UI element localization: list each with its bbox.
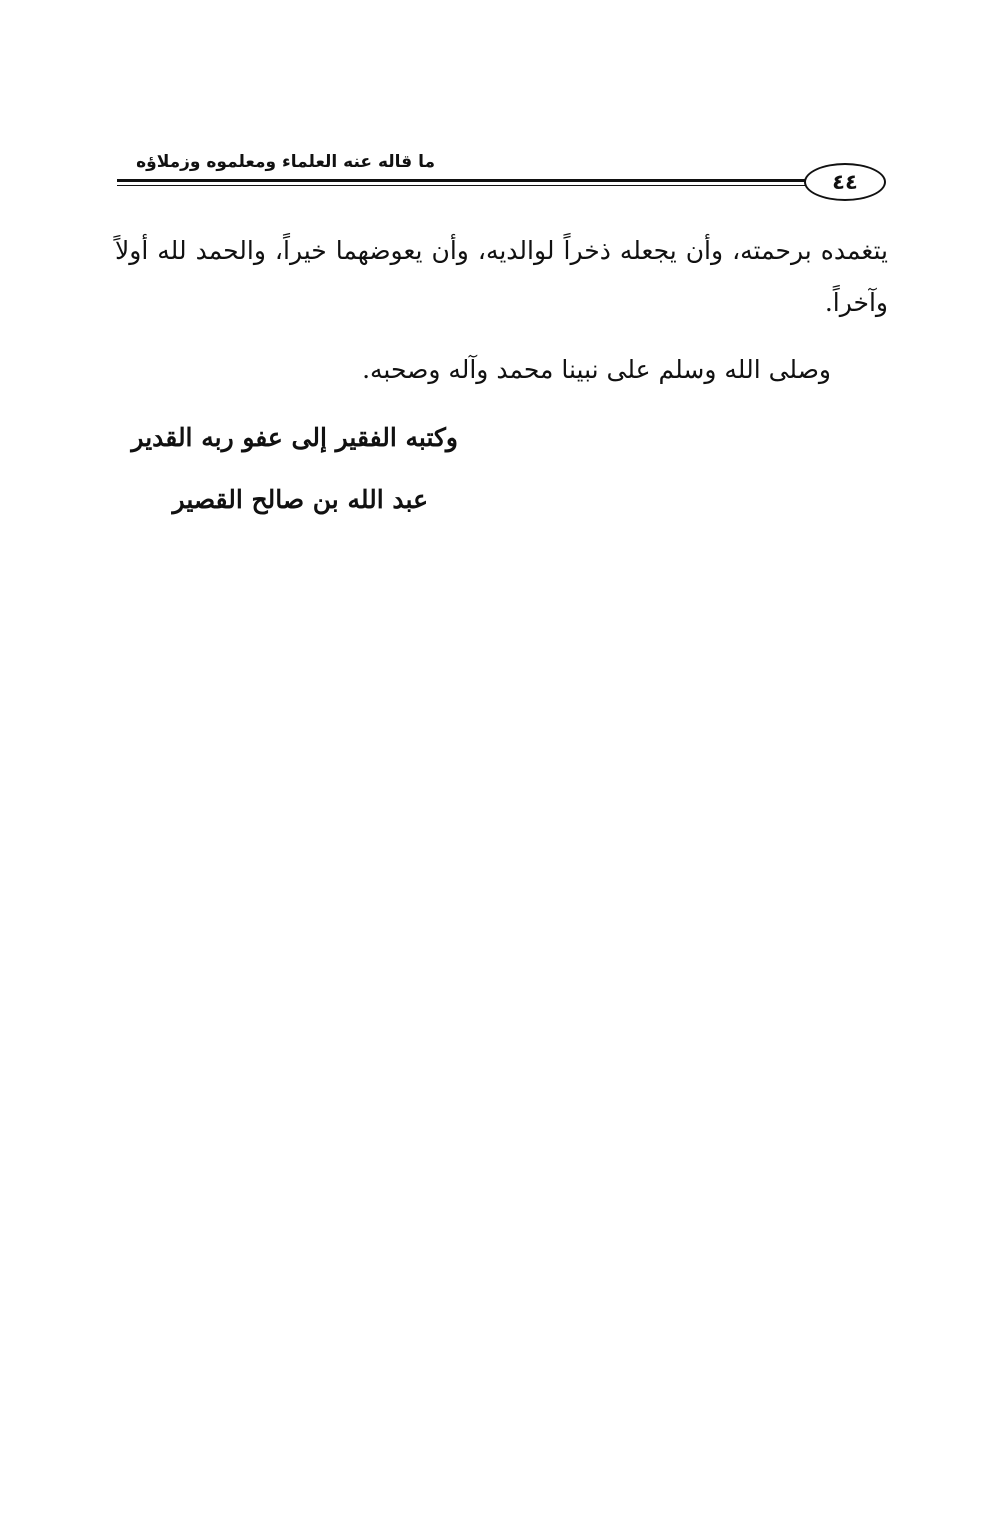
page-number: ٤٤ (804, 163, 886, 201)
closing-prayer: وصلى الله وسلم على نبينا محمد وآله وصحبه. (362, 355, 831, 384)
author-name: عبد الله بن صالح القصير (172, 485, 428, 514)
header-rule-thin (117, 185, 807, 186)
signature-line: وكتبه الفقير إلى عفو ربه القدير (131, 423, 458, 452)
running-title: ما قاله عنه العلماء ومعلموه وزملاؤه (136, 152, 435, 172)
body-paragraph: يتغمده برحمته، وأن يجعله ذخراً لوالديه، وأن يعوضهما خيراً، والحمد لله أولاً وآخراً. (115, 236, 888, 317)
header-rule-thick (117, 179, 807, 182)
